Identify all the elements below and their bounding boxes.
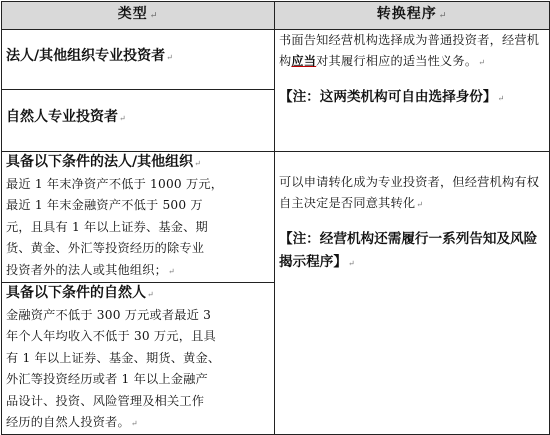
paragraph-mark-icon: ↵ xyxy=(438,11,448,21)
paragraph-mark-icon: ↵ xyxy=(194,159,201,168)
table-row xyxy=(2,30,550,90)
paragraph-mark-icon: ↵ xyxy=(416,200,424,210)
legal-entity-conditions-text: 最近 1 年末净资产不低于 1000 万元， 最近 1 年末金融资产不低于 500 万 元，且具有 1 年以上证券、基金、期 货、黄金、外汇等投资经历的除专业 投资者外的法人或其他组织；↵ xyxy=(6,177,224,277)
cell-natural-person-conditions: 具备以下条件的自然人↵ 金融资产不低于 300 万元或者最近 3 年个人年均收入不低于 30 万元，且具 有 1 年以上证券、基金、期货、黄金、 外汇等投资经历或者 1 年以上金融产 品设计、投资、风险管理及相关工作 经历的自然人投资者。↵ xyxy=(2,283,275,435)
paragraph-mark-icon: ↵ xyxy=(147,290,154,300)
document-page xyxy=(1,1,549,430)
table-row xyxy=(2,152,550,283)
paragraph-mark-icon: ↵ xyxy=(166,53,173,62)
header-type: 类型 ↵ xyxy=(2,2,275,30)
paragraph-mark-icon: ↵ xyxy=(347,258,355,268)
cell-top-right-procedure xyxy=(275,30,550,152)
paragraph-mark-icon: ↵ xyxy=(119,114,126,123)
investor-classification-table xyxy=(1,1,550,435)
header-conversion-procedure: 转换程序 ↵ xyxy=(275,2,550,30)
cell-legal-entity-conditions: 具备以下条件的法人/其他组织↵ 最近 1 年末净资产不低于 1000 万元， 最近 1 年末金融资产不低于 500 万 元，且具有 1 年以上证券、基金、期 货、黄金、外汇等投资经历的除专业 投资者外的法人或其他组织；↵ xyxy=(2,152,275,283)
note-disclosure-procedure: 【注：经营机构还需履行一系列告知及风险揭示程序】↵ xyxy=(279,230,538,270)
paragraph-mark-icon: ↵ xyxy=(168,266,175,276)
paragraph-mark-icon: ↵ xyxy=(497,93,505,103)
cell-bottom-right-procedure xyxy=(275,152,550,435)
table-header-row xyxy=(2,2,550,30)
cell-legal-entity-professional: 法人/其他组织专业投资者↵ xyxy=(2,30,275,90)
natural-person-conditions-text: 金融资产不低于 300 万元或者最近 3 年个人年均收入不低于 30 万元，且具 有 1 年以上证券、基金、期货、黄金、 外汇等投资经历或者 1 年以上金融产 品设计、投资、风险管理及相关工作 经历的自然人投资者。↵ xyxy=(6,308,221,430)
paragraph-mark-icon: ↵ xyxy=(149,11,159,21)
paragraph-mark-icon: ↵ xyxy=(130,419,138,429)
note-free-choice: 【注：这两类机构可自由选择身份】↵ xyxy=(279,88,505,105)
cell-natural-person-professional: 自然人专业投资者↵ xyxy=(2,90,275,152)
paragraph-mark-icon: ↵ xyxy=(478,58,486,68)
conversion-text: 可以申请转化成为专业投资者，但经营机构有权自主决定是否同意其转化↵ xyxy=(279,175,540,211)
procedure-text: 书面告知经营机构选择成为普通投资者，经营机构应当对其履行相应的适当性义务。↵ xyxy=(279,33,540,69)
